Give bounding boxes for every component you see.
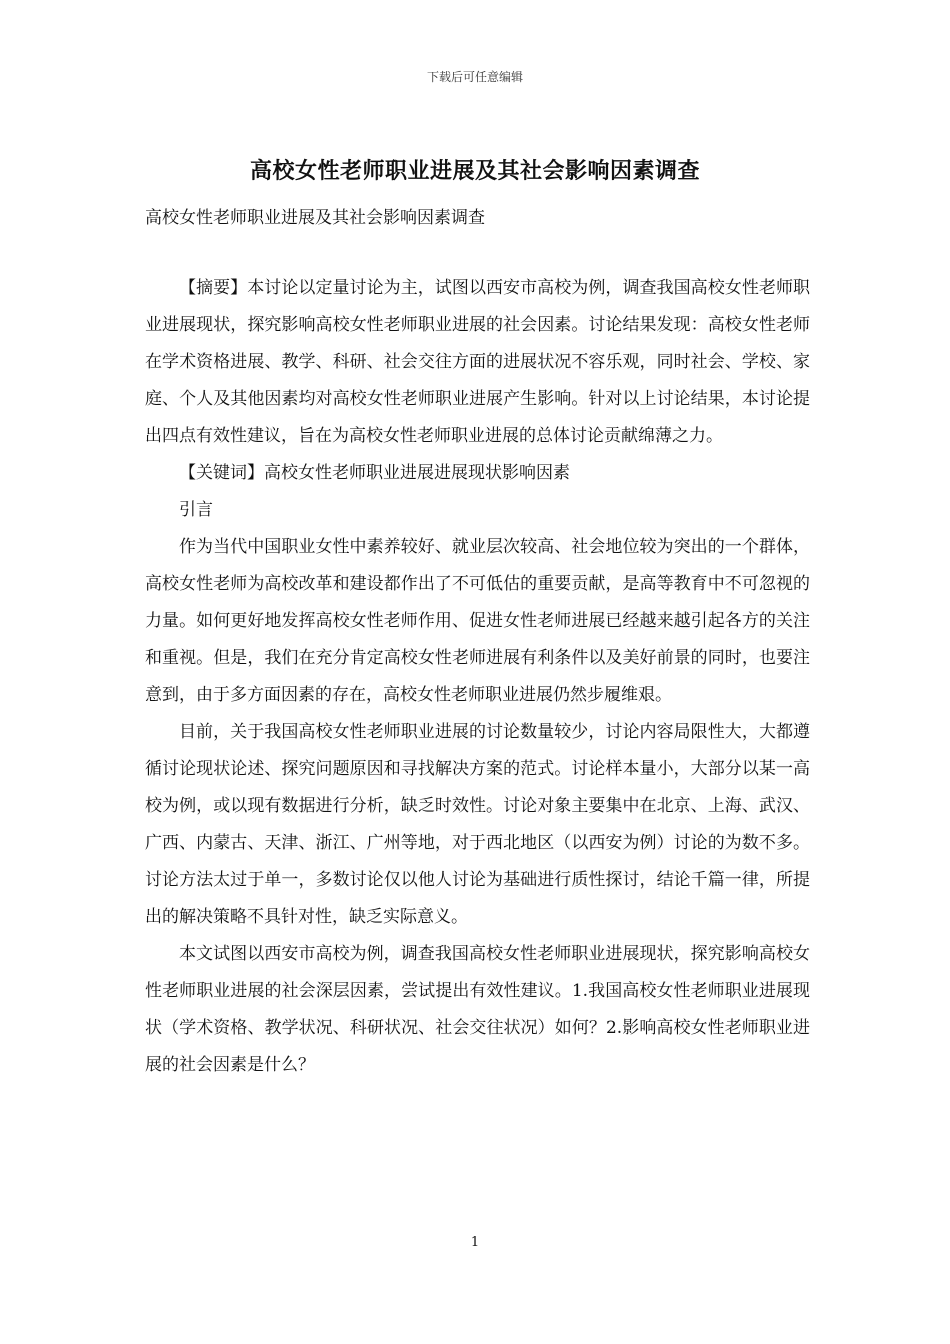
document-title: 高校女性老师职业进展及其社会影响因素调查 [249,158,700,184]
body-paragraph: 本文试图以西安市高校为例，调查我国高校女性老师职业进展现状，探究影响高校女性老师职业进展的社会深层因素，尝试提出有效性建议。1.我国高校女性老师职业进展现状（学术资格、教学状况、科研状况、社会交往状况）如何？2.影响高校女性老师职业进展的社会因素是什么？ [145,944,810,1075]
document-subtitle: 高校女性老师职业进展及其社会影响因素调查 [145,208,485,228]
body-paragraph: 目前，关于我国高校女性老师职业进展的讨论数量较少，讨论内容局限性大，大都遵循讨论现状论述、探究问题原因和寻找解决方案的范式。讨论样本量小，大部分以某一高校为例，或以现有数据进行分析，缺乏时效性。讨论对象主要集中在北京、上海、武汉、广西、内蒙古、天津、浙江、广州等地，对于西北地区（以西安为例）讨论的为数不多。讨论方法太过于单一，多数讨论仅以他人讨论为基础进行质性探讨，结论千篇一律，所提出的解决策略不具针对性，缺乏实际意义。 [145,722,810,927]
introduction-heading: 引言 [179,500,213,520]
keywords-paragraph: 【关键词】高校女性老师职业进展进展现状影响因素 [179,463,570,483]
body-paragraph: 作为当代中国职业女性中素养较好、就业层次较高、社会地位较为突出的一个群体，高校女性老师为高校改革和建设都作出了不可低估的重要贡献，是高等教育中不可忽视的力量。如何更好地发挥高校女性老师作用、促进女性老师进展已经越来越引起各方的关注和重视。但是，我们在充分肯定高校女性老师进展有利条件以及美好前景的同时，也要注意到，由于多方面因素的存在，高校女性老师职业进展仍然步履维艰。 [145,537,810,705]
abstract-paragraph: 【摘要】本讨论以定量讨论为主，试图以西安市高校为例，调查我国高校女性老师职业进展现状，探究影响高校女性老师职业进展的社会因素。讨论结果发现：高校女性老师在学术资格进展、教学、科研、社会交往方面的进展状况不容乐观，同时社会、学校、家庭、个人及其他因素均对高校女性老师职业进展产生影响。针对以上讨论结果，本讨论提出四点有效性建议，旨在为高校女性老师职业进展的总体讨论贡献绵薄之力。 [145,278,810,446]
document-body [145,270,810,1084]
page-header-note: 下载后可任意编辑 [426,70,523,84]
page-number: 1 [470,1235,480,1250]
